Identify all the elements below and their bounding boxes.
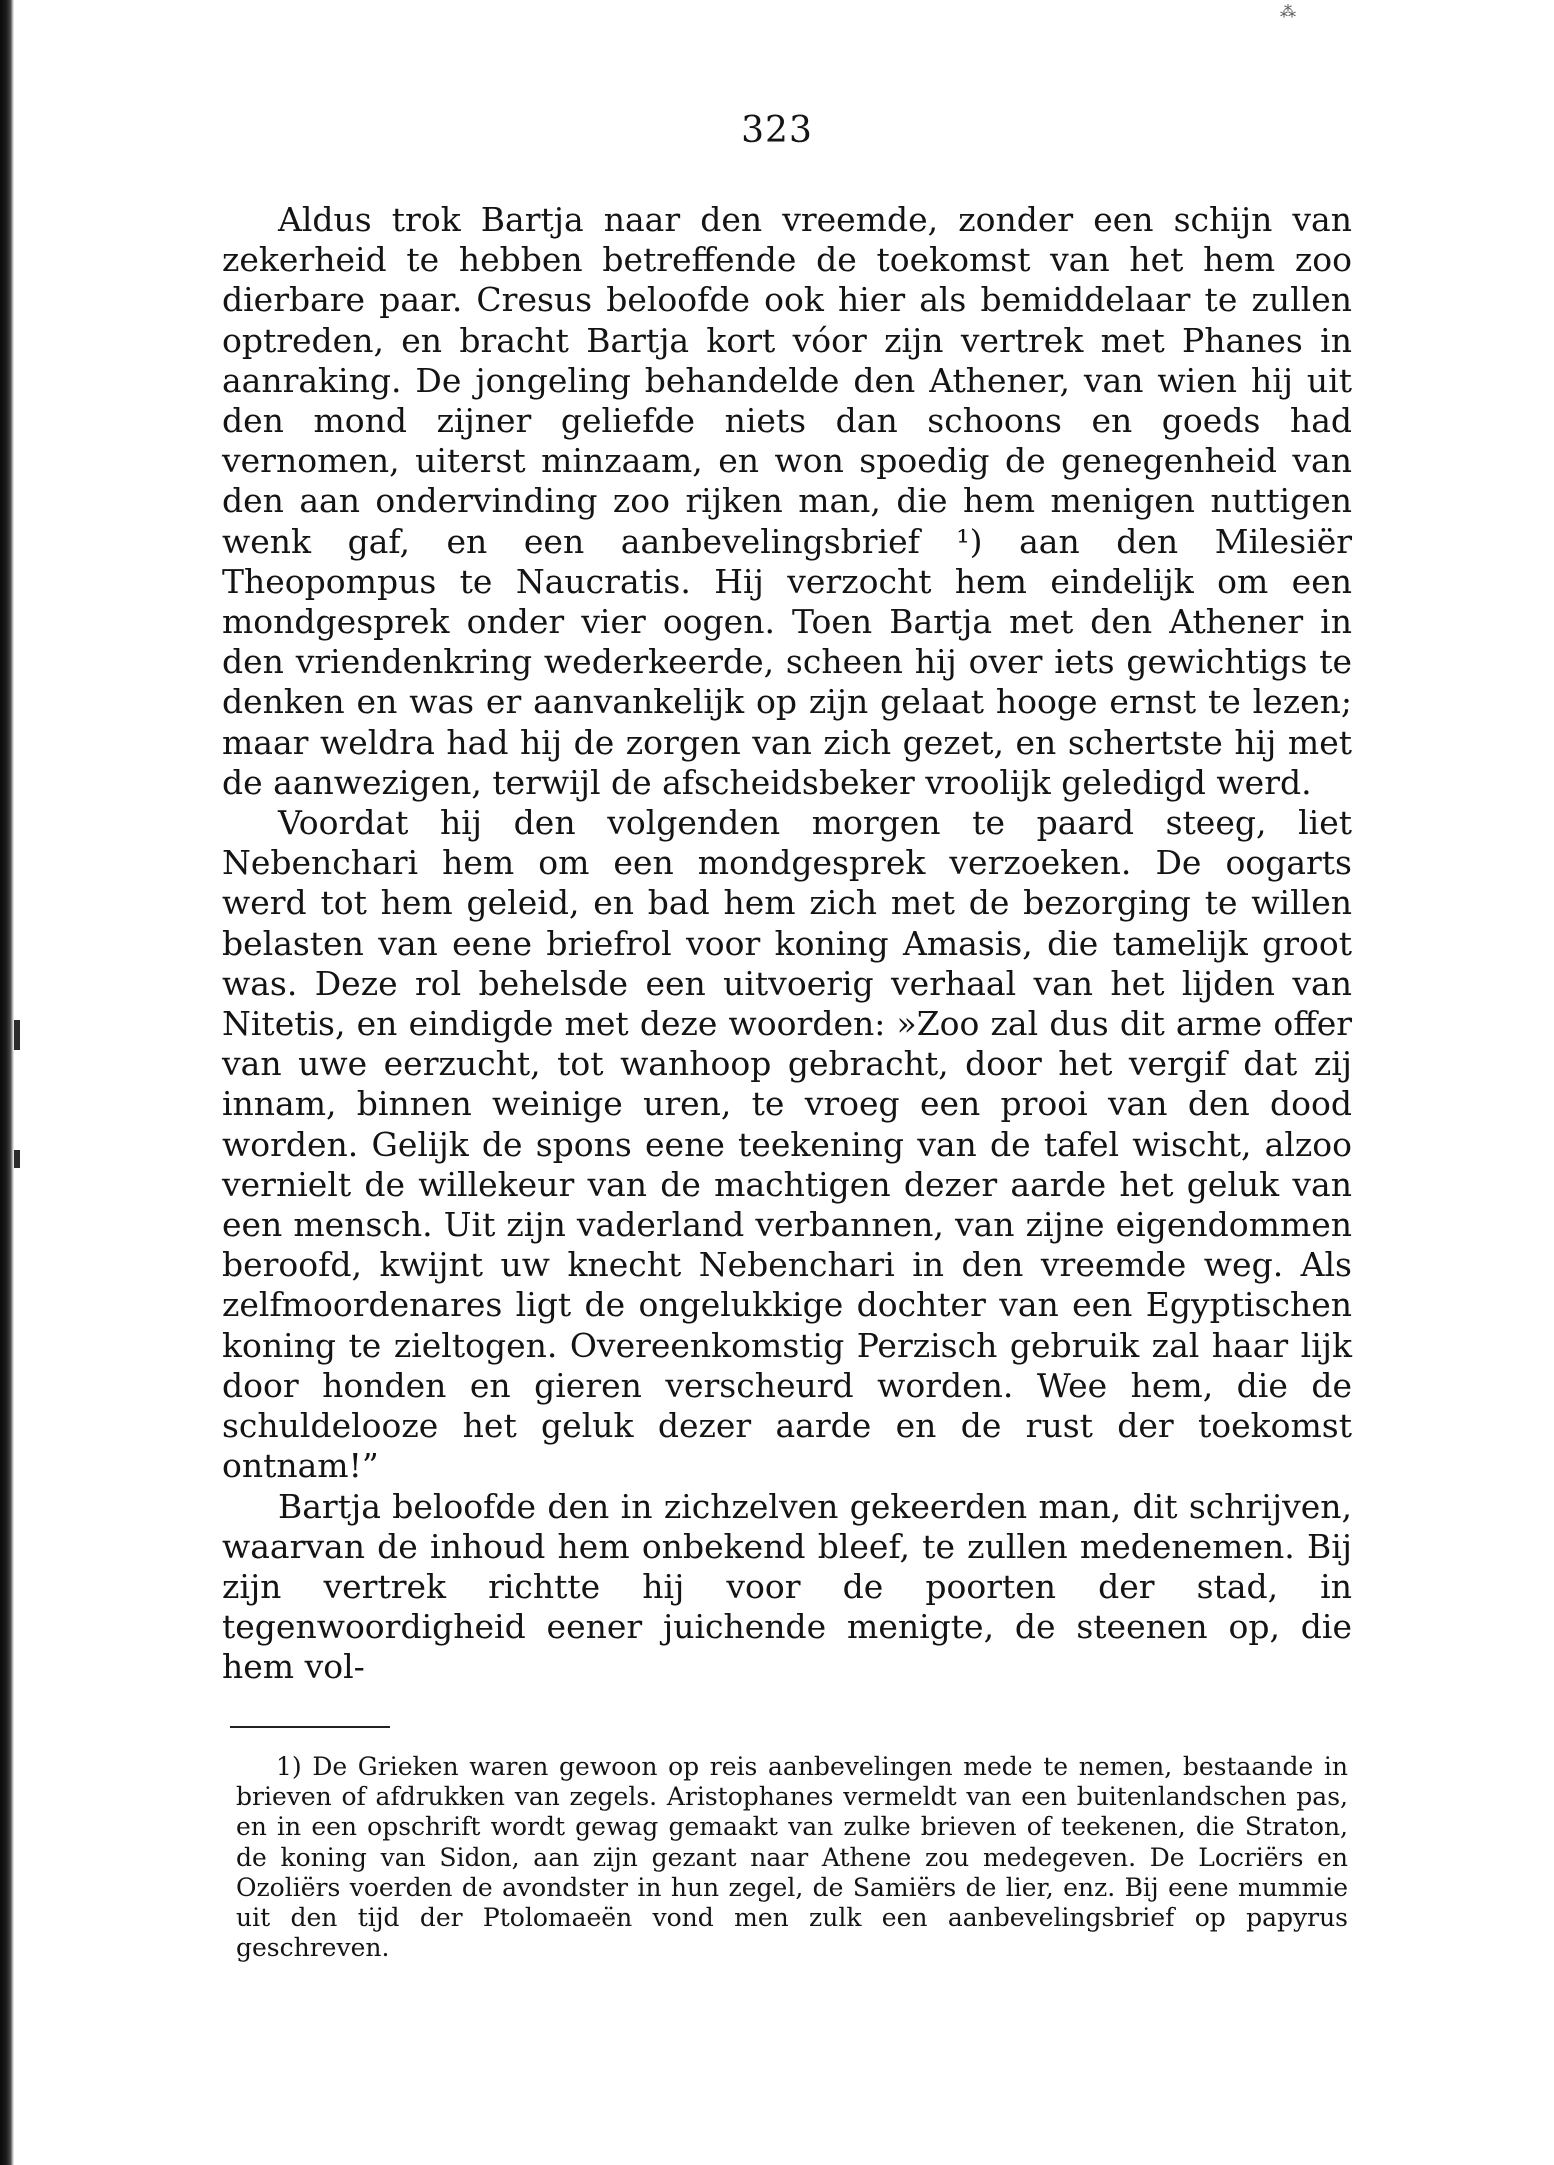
main-text (222, 200, 1352, 1688)
paragraph-2: Voordat hij den volgenden morgen te paard steeg, liet Nebenchari hem om een mondgesprek verzoeken. De oogarts werd tot hem geleid, en bad hem zich met de bezorging te willen belasten van eene briefrol voor koning Amasis, die tamelijk groot was. Deze rol behelsde een uitvoerig verhaal van het lijden van Nitetis, en eindigde met deze woorden: »Zoo zal dus dit arme offer van uwe eerzucht, tot wanhoop gebracht, door het vergif dat zij innam, binnen weinige uren, te vroeg een prooi van den dood worden. Gelijk de spons eene teekening van de tafel wischt, alzoo vernielt de willekeur van de machtigen dezer aarde het geluk van een mensch. Uit zijn vaderland verbannen, van zijne eigendommen beroofd, kwijnt uw knecht Nebenchari in den vreemde weg. Als zelfmoordenares ligt de ongelukkige dochter van een Egyptischen koning te zieltogen. Overeenkomstig Perzisch gebruik zal haar lijk door honden en gieren verscheurd worden. Wee hem, die de schuldelooze het geluk dezer aarde en de rust der toekomst ontnam!” (222, 803, 1352, 1486)
page-number: 323 (741, 110, 813, 151)
paragraph-3: Bartja beloofde den in zichzelven gekeerden man, dit schrijven, waarvan de inhoud hem onbekend bleef, te zullen medenemen. Bij zijn vertrek richtte hij voor de poorten der stad, in tegenwoordigheid eener juichende menigte, de steenen op, die hem vol- (222, 1486, 1352, 1687)
paragraph-1: Aldus trok Bartja naar den vreemde, zonder een schijn van zekerheid te hebben betreffende de toekomst van het hem zoo dierbare paar. Cresus beloofde ook hier als bemiddelaar te zullen optreden, en bracht Bartja kort vóor zijn vertrek met Phanes in aanraking. De jongeling behandelde den Athener, van wien hij uit den mond zijner geliefde niets dan schoons en goeds had vernomen, uiterst minzaam, en won spoedig de genegenheid van den aan ondervinding zoo rijken man, die hem menigen nuttigen wenk gaf, en een aanbevelingsbrief ¹) aan den Milesiër Theopompus te Naucratis. Hij verzocht hem eindelijk om een mondgesprek onder vier oogen. Toen Bartja met den Athener in den vriendenkring wederkeerde, scheen hij over iets gewichtigs te denken en was er aanvankelijk op zijn gelaat hooge ernst te lezen; maar weldra had hij de zorgen van zich gezet, en schertste hij met de aanwezigen, terwijl de afscheidsbeker vroolijk geledigd werd. (222, 200, 1352, 802)
scan-gutter-shadow (0, 0, 14, 2165)
scan-mark-icon: ⁂ (1280, 2, 1296, 21)
scan-speck (14, 1150, 20, 1168)
scan-speck (14, 1020, 20, 1050)
footnote: 1) De Grieken waren gewoon op reis aanbevelingen mede te nemen, bestaande in brieven of afdrukken van zegels. Aristophanes vermeldt van een buitenlandschen pas, en in een opschrift wordt gewag gemaakt van zulke brieven of teekenen, die Straton, de koning van Sidon, aan zijn gezant naar Athene zou medegeven. De Locriërs en Ozoliërs voerden de avondster in hun zegel, de Samiërs de lier, enz. Bij eene mummie uit den tijd der Ptolomaeën vond men zulk een aanbevelingsbrief op papyrus geschreven. (236, 1752, 1348, 1963)
footnote-divider (230, 1726, 390, 1728)
